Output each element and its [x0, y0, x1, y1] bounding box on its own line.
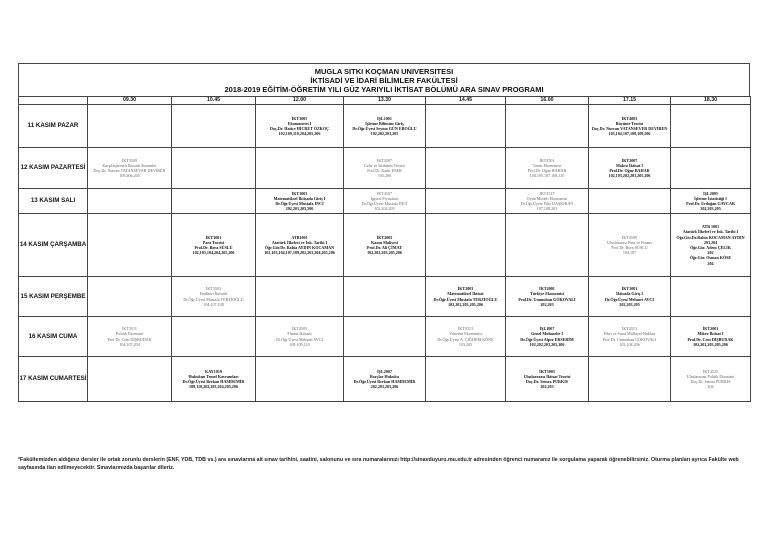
exam-detail-line: Ekonometri I: [287, 120, 312, 126]
exam-detail-line: 202,203,205: [619, 301, 640, 307]
schedule-header: [18, 63, 750, 96]
exam-cell: [589, 214, 671, 277]
exam-detail-line: 107,108,203: [536, 206, 558, 212]
exam-entry: [88, 325, 171, 348]
course-code: İKT3513: [457, 326, 473, 332]
exam-detail-line: Büyüme Teorisi: [615, 120, 644, 126]
exam-cell: [256, 105, 344, 148]
exam-detail-line: Mikro İktisat I: [697, 331, 724, 337]
empty-cell: [88, 105, 172, 148]
exam-detail-line: Dr.Öğr.Üyesi Mustafa TERZİOĞLU: [433, 296, 498, 302]
corner-cell: [19, 97, 88, 105]
time-slot-header: 12.00: [256, 97, 344, 105]
exam-entry: [589, 285, 670, 308]
course-code: İKT2007: [621, 157, 638, 163]
course-code: İKT3001: [205, 234, 222, 240]
course-code: İKT2003: [457, 286, 474, 292]
exam-detail-line: Öğr.Gör.Dr.Rabia KOCAMAN AYDIN: [676, 234, 745, 240]
exam-detail-line: 102,202,203,205,206: [367, 250, 402, 256]
exam-detail-line: Atatürk İlkeleri ve İnk. Tarihi I: [271, 239, 328, 245]
exam-detail-line: 104,105,107,108,110: [529, 173, 565, 179]
course-code: İKT4501: [539, 157, 555, 163]
exam-cell: [344, 214, 426, 277]
exam-detail-line: Doç.Dr. Hatice HİCRET ÖZKOÇ: [269, 126, 330, 131]
exam-entry: [671, 190, 750, 213]
exam-detail-line: İşletme İstatistiği I: [694, 195, 727, 201]
course-code: İŞL2005: [703, 190, 718, 196]
exam-detail-line: 202,203: [540, 301, 554, 307]
exam-entry: [426, 285, 505, 308]
exam-detail-line: Dr.Öğr.Üyesi Mehmet AVCI: [276, 336, 323, 342]
exam-detail-line: Dr.Öğr.Üyesi A. ÇİĞDEM KÖNE: [437, 336, 494, 342]
exam-cell: [344, 357, 426, 402]
empty-cell: [426, 214, 506, 277]
empty-cell: [426, 105, 506, 148]
exam-detail-line: Hukukun Temel Kavramları: [188, 373, 239, 379]
exam-detail-line: Prof.Dr. Kadir ESER: [367, 168, 402, 173]
exam-detail-line: 104,107,108: [203, 301, 224, 307]
course-code: İKT1003: [291, 190, 308, 196]
exam-detail-line: 102,202,203,205,206: [529, 341, 565, 347]
exam-cell: [506, 148, 589, 189]
exam-detail-line: 203,204: [703, 239, 718, 245]
day-row: [19, 148, 751, 189]
exam-entry: [88, 157, 171, 180]
course-code: İKT3503: [205, 286, 221, 292]
exam-detail-line: İktisada Giriş I: [616, 291, 643, 297]
empty-cell: [172, 105, 256, 148]
exam-entry: [256, 234, 343, 257]
exam-entry: [344, 157, 425, 180]
time-slot-header: 16.00: [506, 97, 589, 105]
course-code: İKT4003: [621, 115, 638, 121]
course-code: İŞL1007: [539, 326, 555, 332]
exam-detail-line: Gelir ve İstihdam Teorisi: [364, 162, 405, 168]
exam-cell: [589, 277, 671, 317]
day-label: 17 KASIM CUMARTESİ: [19, 357, 88, 402]
empty-cell: [88, 357, 172, 402]
exam-cell: [506, 317, 589, 357]
exam-detail-line: 102,109,110,204,205,206: [278, 131, 321, 137]
exam-detail-line: Atatürk İlkeleri ve İnk. Tarihi I: [682, 229, 739, 235]
exam-detail-line: 202: [707, 250, 714, 256]
exam-cell: [506, 357, 589, 402]
day-label: 16 KASIM CUMA: [19, 317, 88, 357]
exam-detail-line: Dr.Öğr.Üyesi Seyma GÜN EROĞLU: [352, 126, 417, 131]
exam-entry: [426, 325, 505, 348]
course-code: İKT4517: [539, 190, 555, 196]
exam-detail-line: Fikri ve Sınai Mülkiyet Hakları: [603, 331, 656, 337]
empty-cell: [671, 105, 751, 148]
exam-cell: [671, 189, 751, 214]
exam-detail-line: Makro İktisat I: [616, 162, 643, 168]
day-row: [19, 189, 751, 214]
schedule-body: [19, 105, 751, 402]
exam-detail-line: Prof.Dr. Bora SÜSLÜ: [611, 245, 648, 250]
empty-cell: [506, 105, 589, 148]
course-code: İKT4525: [702, 368, 718, 374]
exam-cell: [256, 214, 344, 277]
course-code: ATB1001: [291, 234, 308, 240]
exam-detail-line: Dr.Öğr.Üyesi Mehmet AVCI: [605, 296, 654, 302]
exam-detail-line: Borçlar Hukuku: [370, 373, 399, 379]
exam-detail-line: Doç.Dr. Nurcan VATANSEVER DEVİREN: [591, 126, 668, 131]
exam-detail-line: İşletme Bilimine Giriş: [365, 120, 404, 126]
exam-entry: [506, 285, 588, 308]
exam-detail-line: 103,104,107,108,109,206: [608, 131, 651, 137]
exam-entry: [344, 234, 425, 257]
exam-detail-line: 102,103,104,204,205,206: [192, 250, 235, 256]
day-label: 14 KASIM ÇARŞAMBA: [19, 214, 88, 277]
exam-detail-line: 104,107: [622, 250, 637, 256]
day-label: 13 KASIM SALI: [19, 189, 88, 214]
exam-detail-line: Dr.Öğr.Üyesi Berkan HAMDEMİR: [353, 379, 416, 384]
empty-cell: [256, 277, 344, 317]
empty-cell: [256, 357, 344, 402]
exam-cell: [589, 148, 671, 189]
exam-detail-line: 202,203,205,206: [285, 206, 314, 212]
day-label: 15 KASIM PERŞEMBE: [19, 277, 88, 317]
exam-detail-line: Prof.Dr. Erdoğan GAVCAR: [686, 201, 735, 206]
course-code: İKT4509: [621, 234, 637, 240]
exam-detail-line: Dr.Öğr.Üyesi Mustafa TERZİOĞLU: [183, 296, 244, 302]
exam-detail-line: Kamu Maliyesi: [371, 239, 398, 245]
empty-cell: [426, 148, 506, 189]
course-code: İŞL1001: [377, 115, 392, 121]
day-row: [19, 214, 751, 277]
exam-detail-line: Prof.Dr. Ummuhan GÖKOVALI: [518, 296, 576, 302]
exam-cell: [506, 277, 589, 317]
exam-detail-line: 103,204,205: [374, 206, 395, 212]
exam-entry: [506, 190, 588, 213]
day-label: 12 KASIM PAZARTESİ: [19, 148, 88, 189]
exam-detail-line: 105,206: [377, 173, 392, 179]
exam-cell: [172, 277, 256, 317]
exam-cell: [344, 105, 426, 148]
empty-cell: [172, 148, 256, 189]
exam-detail-line: Para Teorisi: [202, 239, 225, 245]
exam-detail-line: Oyun Modeli Ekonomisi: [526, 195, 568, 201]
exam-entry: [589, 325, 670, 348]
footnote: *Fakültemizden aldığınız dersler ile ortak zorunlu derslerin (ENF, YDB, TDB vs.) ara sınavlarına ait sınav tarihini, saatini, salonunu ve sıra numaralarınızı http://sinavduyuru.mu.edu.tr adresinden öğrenci numaranız ile sorgulama yaparak öğrenebilirsiniz. Oturma planları ayrıca Fakülte web sayfasında ilan edilmeyecektir. Sınavlarınızda başarılar dileriz.: [18, 457, 739, 471]
course-code: İKT4001: [539, 286, 555, 292]
exam-cell: [256, 189, 344, 214]
exam-entry: [671, 223, 750, 267]
exam-entry: [256, 115, 343, 138]
exam-entry: [506, 325, 588, 348]
time-slot-header: 10.45: [172, 97, 256, 105]
empty-cell: [88, 277, 172, 317]
exam-detail-line: Prof.Dr. Oğuz BAHAR: [609, 168, 650, 173]
exam-cell: [172, 214, 256, 277]
exam-cell: [344, 148, 426, 189]
exam-entry: [344, 190, 425, 213]
exam-entry: [344, 115, 425, 138]
exam-detail-line: 102,202,203,205: [370, 131, 399, 137]
exam-cell: [426, 317, 506, 357]
exam-detail-line: Matematiksel İktisada Giriş I: [273, 195, 326, 201]
course-code: KAY1019: [205, 368, 222, 374]
exam-detail-line: Dr.Öğr.Üyesi Mustafa İNCİ: [361, 201, 408, 206]
exam-detail-line: Doç.Dr. Semra PURKIS: [690, 379, 731, 384]
empty-cell: [589, 357, 671, 402]
exam-detail-line: Prof.Dr. Cem DİŞBUDAK: [107, 336, 152, 342]
exam-entry: [344, 368, 425, 391]
exam-cell: [671, 357, 751, 402]
exam-detail-line: Dr.Öğr.Üyesi Berkan HAMDEMİR: [182, 379, 245, 384]
course-code: İKT3003: [539, 368, 555, 374]
exam-detail-line: Karşılaştırmalı İktisadi Sistemler: [102, 162, 157, 168]
exam-schedule-sheet: [18, 63, 750, 402]
exam-detail-line: 102,202,203,205,206: [448, 301, 483, 307]
empty-cell: [256, 148, 344, 189]
exam-cell: [88, 317, 172, 357]
exam-detail-line: 202,203: [540, 384, 554, 390]
course-code: İKT4513: [621, 326, 637, 332]
exam-entry: [172, 368, 255, 391]
exam-entry: [256, 325, 343, 348]
exam-detail-line: Tarım Ekonomisi: [532, 162, 562, 168]
day-row: [19, 317, 751, 357]
university-name: MUGLA SITKI KOÇMAN UNIVERSITESI: [314, 67, 454, 76]
exam-detail-line: 202,203,205,206: [370, 384, 399, 390]
exam-entry: [589, 157, 670, 180]
exam-cell: [589, 105, 671, 148]
time-slot-header: 14.45: [426, 97, 506, 105]
exam-cell: [671, 214, 751, 277]
exam-detail-line: Finans İktisadı: [287, 331, 312, 337]
exam-detail-line: Uluslararası İktisat Teorisi: [523, 373, 571, 379]
time-slot-header: 13.30: [344, 97, 426, 105]
exam-entry: [172, 285, 255, 308]
exam-detail-line: 103,205: [458, 341, 473, 347]
course-code: İKT3005: [291, 115, 308, 121]
day-row: [19, 105, 751, 148]
course-code: İŞL2007: [377, 368, 392, 374]
time-slot-header: 18.30: [671, 97, 751, 105]
time-header-row: [19, 97, 751, 105]
exam-detail-line: 204: [707, 384, 714, 390]
course-code: İKT3509: [121, 157, 137, 163]
exam-cell: [344, 189, 426, 214]
exam-detail-line: 104,107,204: [119, 341, 140, 347]
exam-detail-line: 102,103,104,107,109,202,203,204,205,206: [264, 250, 335, 256]
day-row: [19, 277, 751, 317]
empty-cell: [426, 189, 506, 214]
exam-detail-line: Prof.Dr. Bora SÜSLÜ: [194, 245, 233, 250]
exam-entry: [671, 325, 750, 348]
exam-entry: [172, 234, 255, 257]
exam-detail-line: Dr.Öğr.Üyesi Mustafa İNCİ: [275, 201, 324, 206]
day-label: 11 KASIM PAZAR: [19, 105, 88, 148]
exam-entry: [256, 190, 343, 213]
empty-cell: [589, 189, 671, 214]
course-code: İKT4507: [376, 190, 392, 196]
exam-detail-line: Türkiye Ekonomisi: [530, 291, 564, 297]
empty-cell: [88, 214, 172, 277]
empty-cell: [172, 317, 256, 357]
exam-detail-line: Doç.Dr. Semra PURKIS: [525, 379, 569, 384]
exam-detail-line: 102,202,203,205,206: [693, 341, 728, 347]
exam-detail-line: 204: [707, 260, 714, 266]
exam-detail-line: Prof.Dr. Ali ÇİMAT: [367, 245, 402, 250]
exam-detail-line: Politik Ekonomi: [116, 331, 143, 337]
exam-detail-line: Yönetim Ekonomisi: [448, 331, 483, 337]
exam-detail-line: Genel Muhasebe I: [531, 331, 563, 337]
exam-detail-line: Prof.Dr. Ummuhan GÖKOVALI: [602, 336, 657, 342]
exam-entry: [506, 157, 588, 180]
exam-detail-line: 109,110,202,203,204,205,206: [189, 384, 238, 390]
day-row: [19, 357, 751, 402]
exam-entry: [589, 234, 670, 257]
exam-detail-line: 103,104,206: [619, 341, 640, 347]
exam-entry: [589, 115, 670, 138]
exam-cell: [589, 317, 671, 357]
exam-detail-line: Öğr.Gör. Adem ÇELİK: [690, 245, 731, 250]
exam-cell: [256, 317, 344, 357]
exam-detail-line: 202,203,205: [700, 206, 721, 212]
empty-cell: [344, 277, 426, 317]
time-slot-header: 17.15: [589, 97, 671, 105]
exam-detail-line: 108,109,110: [289, 341, 310, 347]
exam-cell: [506, 189, 589, 214]
course-code: İKT1001: [621, 286, 638, 292]
exam-cell: [671, 317, 751, 357]
exam-detail-line: Endüstri İktisadı: [199, 291, 228, 297]
schedule-title: 2018-2019 EĞİTİM-ÖĞRETİM YILI GÜZ YARIYILI İKTİSAT BÖLÜMÜ ARA SINAV PROGRAMI: [224, 85, 544, 94]
empty-cell: [426, 357, 506, 402]
exam-detail-line: Prof.Dr. Oğuz BAHAR: [527, 168, 567, 173]
exam-cell: [88, 148, 172, 189]
exam-detail-line: Doç.Dr. Nurcan VATANSEVER DEVİREN: [93, 168, 166, 173]
exam-entry: [506, 368, 588, 391]
course-code: İKT3507: [376, 157, 392, 163]
course-code: İKT3511: [122, 326, 137, 332]
schedule-table: [18, 96, 751, 402]
course-code: İKT4505: [291, 326, 307, 332]
exam-detail-line: Dr.Öğr.Üyesi Alper ERSERİM: [520, 336, 574, 342]
exam-detail-line: Öğr.Gör.Dr. Rabia AYDIN KOCAMAN: [264, 245, 335, 250]
time-slot-header: 09.30: [88, 97, 172, 105]
exam-detail-line: Uluslararası Para ve Finans: [607, 239, 652, 245]
empty-cell: [671, 148, 751, 189]
exam-detail-line: 102,103,202,203,205,206: [608, 173, 651, 179]
exam-cell: [426, 277, 506, 317]
course-code: ATB 1001: [701, 224, 720, 230]
course-code: İKT2005: [376, 234, 393, 240]
empty-cell: [506, 214, 589, 277]
empty-cell: [671, 277, 751, 317]
exam-detail-line: Matematiksel İktisat: [447, 291, 484, 297]
exam-detail-line: Uluslararası Politik Ekonomi: [686, 373, 735, 379]
exam-detail-line: 109,204,205: [119, 173, 140, 179]
empty-cell: [344, 317, 426, 357]
empty-cell: [172, 189, 256, 214]
exam-entry: [671, 368, 750, 391]
exam-detail-line: İşgücü Piyasaları: [370, 195, 399, 201]
empty-cell: [88, 189, 172, 214]
exam-detail-line: Öğr.Gör. Osman KÖSE: [689, 255, 732, 261]
exam-detail-line: Prof.Dr. Cem DİŞBUDAK: [687, 336, 734, 342]
course-code: İKT2001: [702, 326, 719, 332]
faculty-name: İKTİSADİ VE İDARİ BİLİMLER FAKÜLTESİ: [310, 76, 458, 85]
exam-detail-line: Dr.Öğr.Üyesi Filiz DAŞKIRAN: [520, 201, 574, 206]
exam-cell: [172, 357, 256, 402]
